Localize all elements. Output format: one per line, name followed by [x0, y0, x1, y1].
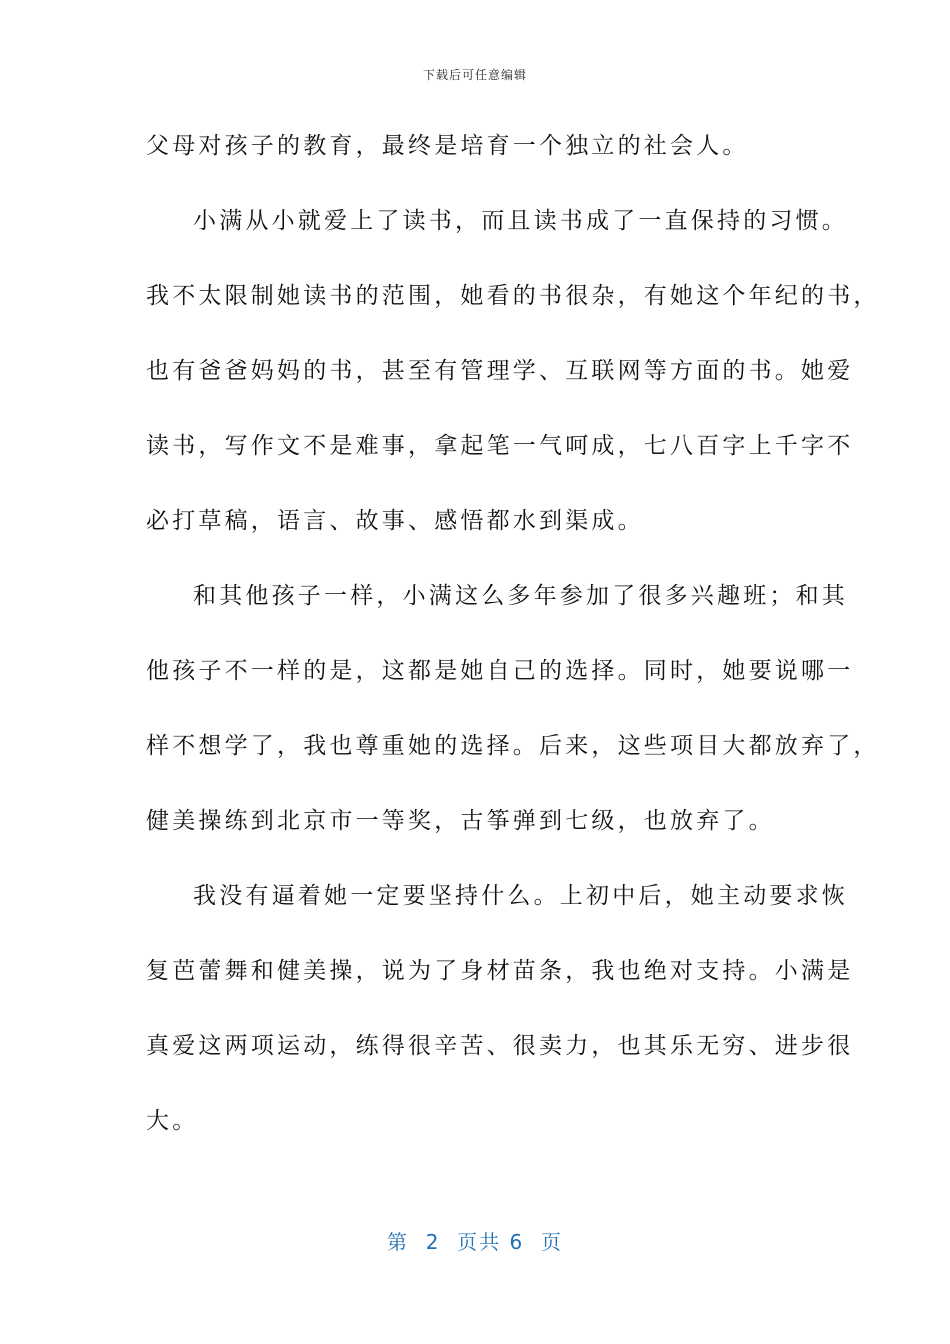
paragraph-line: 必打草稿，语言、故事、感悟都水到渠成。 — [146, 508, 644, 534]
paragraph-line: 大。 — [146, 1108, 199, 1134]
page-number-footer: 第 2 页共 6 页 — [387, 1230, 563, 1254]
paragraph-line: 健美操练到北京市一等奖，古筝弹到七级，也放弃了。 — [146, 808, 775, 834]
document-body — [146, 124, 880, 1174]
paragraph-line: 我没有逼着她一定要坚持什么。上初中后，她主动要求恢 — [193, 883, 848, 909]
paragraph-line: 读书，写作文不是难事，拿起笔一气呵成，七八百字上千字不 — [146, 433, 854, 459]
header-note: 下载后可任意编辑 — [422, 68, 527, 82]
paragraph-line: 样不想学了，我也尊重她的选择。后来，这些项目大都放弃了， — [146, 733, 880, 759]
paragraph-line: 小满从小就爱上了读书，而且读书成了一直保持的习惯。 — [193, 208, 848, 234]
paragraph-line: 和其他孩子一样，小满这么多年参加了很多兴趣班；和其 — [193, 583, 848, 609]
paragraph-line: 他孩子不一样的是，这都是她自己的选择。同时，她要说哪一 — [146, 658, 854, 684]
paragraph-line: 父母对孩子的教育，最终是培育一个独立的社会人。 — [146, 133, 749, 159]
paragraph-line: 复芭蕾舞和健美操，说为了身材苗条，我也绝对支持。小满是 — [146, 958, 854, 984]
paragraph-line: 也有爸爸妈妈的书，甚至有管理学、互联网等方面的书。她爱 — [146, 358, 854, 384]
paragraph-line: 我不太限制她读书的范围，她看的书很杂，有她这个年纪的书， — [146, 283, 880, 309]
paragraph-line: 真爱这两项运动，练得很辛苦、很卖力，也其乐无穷、进步很 — [146, 1033, 854, 1059]
